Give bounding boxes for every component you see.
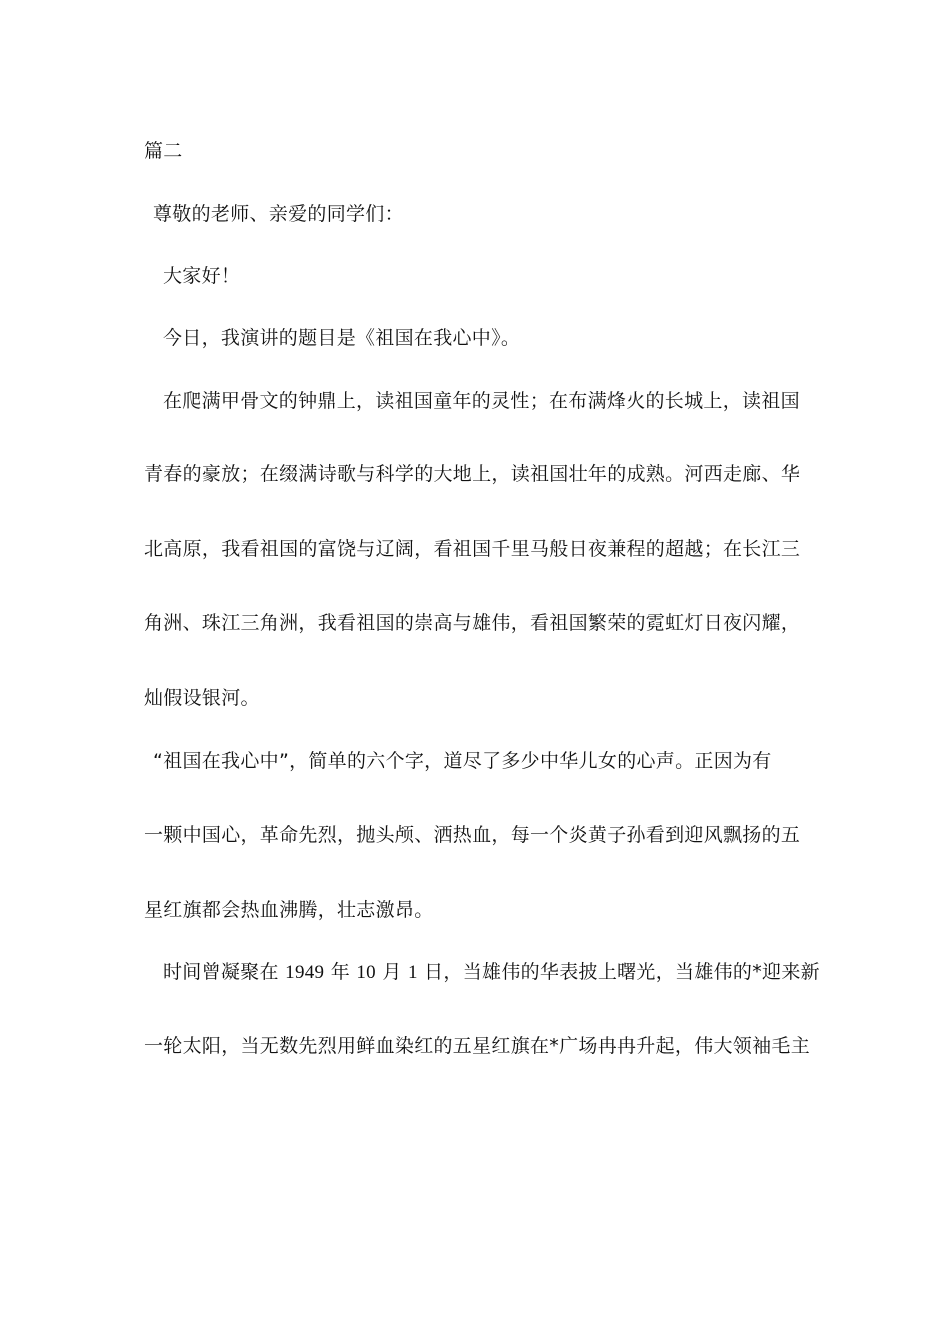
paragraph-1-line-3: 北高原，我看祖国的富饶与辽阔，看祖国千里马般日夜兼程的超越；在长江三	[144, 538, 801, 560]
p3-year: 1949	[285, 962, 325, 983]
paragraph-3-line-1	[163, 959, 820, 986]
p3-text-a: 时间曾凝聚在	[163, 961, 279, 983]
paragraph-1-line-2: 青春的豪放；在缀满诗歌与科学的大地上，读祖国壮年的成熟。河西走廊、华	[144, 463, 801, 485]
paragraph-3-line-2: 一轮太阳，当无数先烈用鲜血染红的五星红旗在*广场冉冉升起，伟大领袖毛主	[144, 1035, 811, 1057]
paragraph-2-line-2: 一颗中国心，革命先烈，抛头颅、洒热血，每一个炎黄子孙看到迎风飘扬的五	[144, 824, 801, 846]
p3-text-c: 月	[382, 961, 402, 983]
paragraph-2-line-1: “祖国在我心中”，简单的六个字，道尽了多少中华儿女的心声。正因为有	[153, 750, 772, 772]
intro-line: 今日，我演讲的题目是《祖国在我心中》。	[163, 327, 521, 349]
salutation: 尊敬的老师、亲爱的同学们：	[153, 203, 404, 225]
p3-day: 1	[407, 962, 418, 983]
p3-text-d: 日，当雄伟的华表披上曙光，当雄伟的*迎来新	[424, 961, 820, 983]
p3-month: 10	[356, 962, 376, 983]
greeting: 大家好！	[163, 265, 241, 287]
section-heading: 篇二	[144, 140, 183, 162]
paragraph-1-line-4: 角洲、珠江三角洲，我看祖国的崇高与雄伟，看祖国繁荣的霓虹灯日夜闪耀，	[144, 612, 801, 634]
paragraph-2-line-3: 星红旗都会热血沸腾，壮志激昂。	[144, 899, 434, 921]
paragraph-1-line-1: 在爬满甲骨文的钟鼎上，读祖国童年的灵性；在布满烽火的长城上，读祖国	[163, 390, 800, 412]
paragraph-1-line-5: 灿假设银河。	[144, 687, 260, 709]
p3-text-b: 年	[330, 961, 351, 983]
